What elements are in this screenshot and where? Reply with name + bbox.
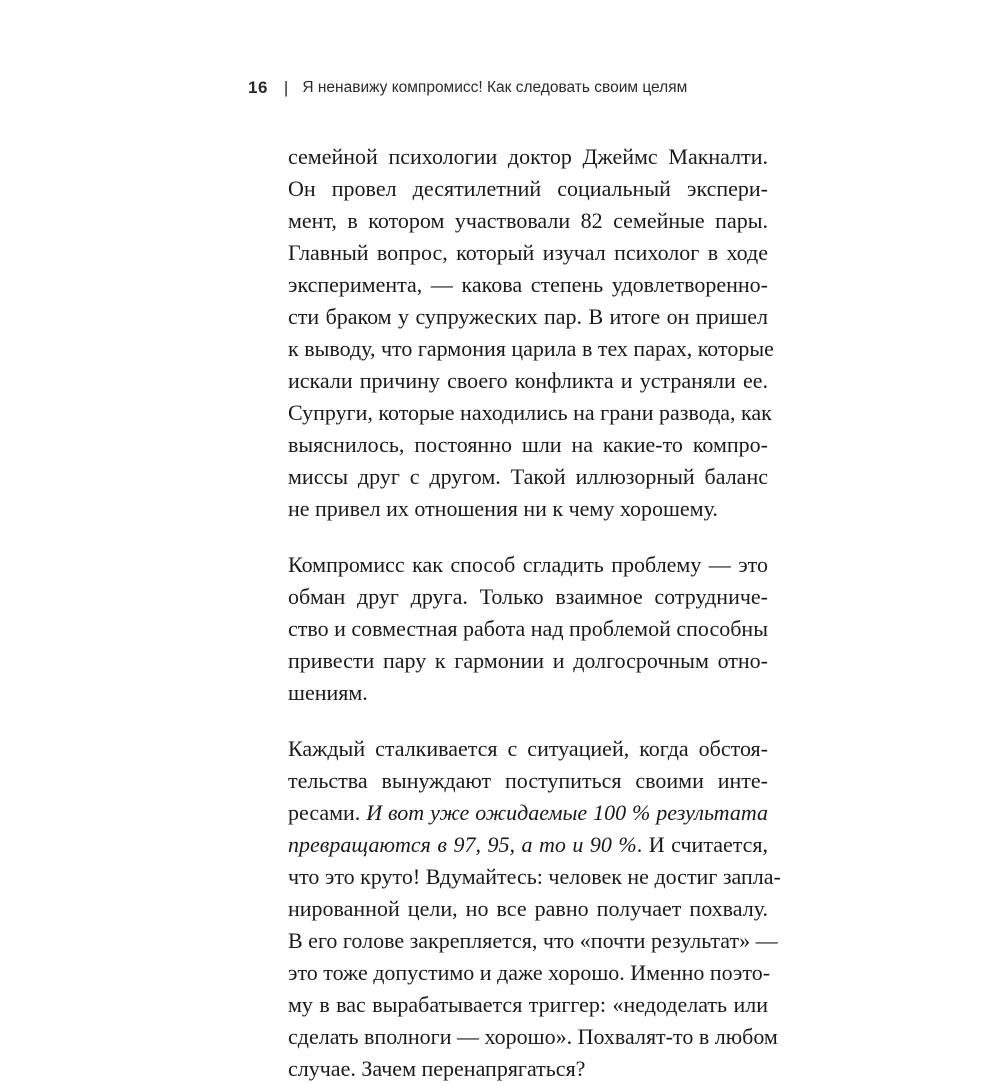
text-line: Супруги, которые находились на грани развода, как — [288, 400, 772, 425]
header-separator: | — [283, 78, 289, 97]
running-head — [248, 76, 687, 100]
chapter-title: Я ненавижу компромисс! Как следовать своим целям — [302, 79, 688, 96]
text-line: к выводу, что гармония царила в тех парах, которые — [288, 336, 774, 361]
text-line: привести пару к гармонии и долгосрочным отно- — [288, 648, 768, 673]
text-line: Главный вопрос, который изучал психолог в ходе — [288, 240, 768, 265]
text-line: случае. Зачем перенапрягаться? — [288, 1056, 586, 1081]
text-line: эксперимента, — какова степень удовлетворенно- — [288, 272, 768, 297]
text-line: нированной цели, но все равно получает похвалу. — [288, 896, 768, 921]
text-line: искали причину своего конфликта и устраняли ее. — [288, 368, 768, 393]
text-line-mixed — [288, 797, 768, 829]
text-line: семейной психологии доктор Джеймс Макналти. — [288, 144, 768, 169]
paragraph-1 — [288, 141, 774, 525]
text-line: обман друг друга. Только взаимное сотрудниче- — [288, 584, 768, 609]
text-line: не привел их отношения ни к чему хорошему. — [288, 496, 718, 521]
italic-emphasis: превращаются в 97, 95, а то и 90 % — [288, 832, 637, 857]
text-line: В его голове закрепляется, что «почти результат» — — [288, 928, 778, 953]
paragraph-spacer — [288, 709, 768, 733]
paragraph-3 — [288, 733, 781, 1085]
text-line: сти браком у супружеских пар. В итоге он пришел — [288, 304, 768, 329]
page-number: 16 — [248, 78, 268, 97]
body-text — [288, 141, 781, 1085]
text-line: му в вас вырабатывается триггер: «недоделать или — [288, 992, 768, 1017]
text-run: ресами. — [288, 800, 367, 825]
italic-emphasis: И вот уже ожидаемые 100 % результата — [366, 800, 768, 825]
text-line: это тоже допустимо и даже хорошо. Именно поэто- — [288, 960, 771, 985]
text-line: тельства вынуждают поступиться своими инте- — [288, 768, 768, 793]
text-line: что это круто! Вдумайтесь: человек не достиг запла- — [288, 864, 781, 889]
paragraph-2 — [288, 549, 768, 709]
text-line: Компромисс как способ сгладить проблему — это — [288, 552, 768, 577]
text-line: мент, в котором участвовали 82 семейные пары. — [288, 208, 768, 233]
text-line-mixed — [288, 829, 768, 861]
text-line: миссы друг с другом. Такой иллюзорный баланс — [288, 464, 768, 489]
paragraph-spacer — [288, 525, 768, 549]
text-line: сделать вполноги — хорошо». Похвалят-то в любом — [288, 1024, 778, 1049]
text-line: Он провел десятилетний социальный экспери- — [288, 176, 768, 201]
text-line: выяснилось, постоянно шли на какие-то компро- — [288, 432, 768, 457]
text-run: . И считается, — [636, 832, 769, 857]
text-line: ство и совместная работа над проблемой способны — [288, 616, 768, 641]
text-line: шениям. — [288, 680, 368, 705]
text-line: Каждый сталкивается с ситуацией, когда обстоя- — [288, 736, 768, 761]
